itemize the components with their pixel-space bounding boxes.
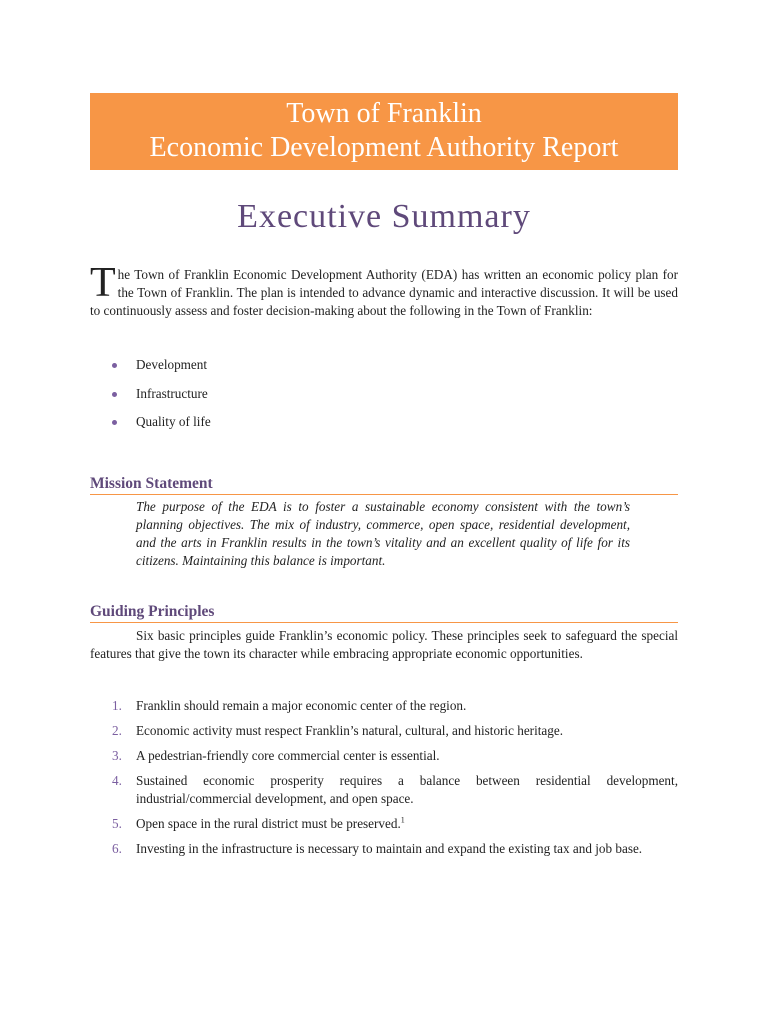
item-number: 6. [112, 841, 122, 856]
list-item [90, 747, 678, 765]
bullet-icon [112, 363, 117, 368]
list-item-label: Infrastructure [136, 385, 208, 401]
bullet-icon [112, 420, 117, 425]
guiding-intro: Six basic principles guide Franklin’s economic policy. These principles seek to safeguard the special features that give the town its character while embracing appropriate economic opportunities. [90, 628, 678, 661]
banner-title-line2: Economic Development Authority Report [149, 132, 619, 163]
item-number: 3. [112, 748, 122, 763]
list-item-label: Development [136, 357, 208, 372]
item-number: 4. [112, 773, 122, 788]
banner-title-line1: Town of Franklin [286, 98, 482, 129]
list-item [90, 815, 678, 833]
mission-heading: Mission Statement [90, 475, 678, 495]
page-title: Executive Summary [237, 198, 531, 235]
item-text: Franklin should remain a major economic center of the region. [136, 698, 467, 713]
item-text: Sustained economic prosperity requires a balance between residential development, industrial/commercial development, and open space. [136, 773, 678, 806]
item-text: A pedestrian-friendly core commercial center is essential. [136, 748, 440, 763]
list-item [90, 697, 678, 715]
intro-text: he Town of Franklin Economic Development Authority (EDA) has written an economic policy plan for the Town of Franklin. The plan is intended to advance dynamic and interactive discussion. It will be used to continuously assess and foster decision-making about the following in the Town of Franklin: [90, 267, 678, 318]
report-banner [90, 93, 678, 170]
guiding-heading: Guiding Principles [90, 603, 678, 623]
item-number: 1. [112, 698, 122, 713]
drop-cap: T [90, 260, 116, 306]
list-item [90, 356, 211, 385]
mission-text: The purpose of the EDA is to foster a sustainable economy consistent with the town’s planning objectives. The mix of industry, commerce, open space, residential development, and the arts in Franklin results in the town’s vitality and an excellent quality of life for its citizens. Maintaining this balance is important. [136, 499, 630, 568]
principles-list [90, 697, 678, 858]
footnote-marker[interactable]: 1 [400, 815, 405, 825]
item-number: 2. [112, 723, 122, 738]
item-text: Economic activity must respect Franklin’s natural, cultural, and historic heritage. [136, 723, 564, 738]
list-item [90, 722, 678, 740]
list-item [90, 840, 678, 858]
list-item [90, 772, 678, 808]
item-text: Open space in the rural district must be preserved. [136, 816, 401, 831]
list-item-label: Quality of life [136, 414, 211, 429]
item-number: 5. [112, 816, 122, 831]
item-text: Investing in the infrastructure is necessary to maintain and expand the existing tax and job base. [136, 841, 643, 856]
list-item [90, 385, 211, 414]
bullet-icon [112, 392, 117, 397]
intro-paragraph [90, 260, 678, 320]
list-item [90, 413, 211, 442]
focus-list [90, 356, 211, 442]
